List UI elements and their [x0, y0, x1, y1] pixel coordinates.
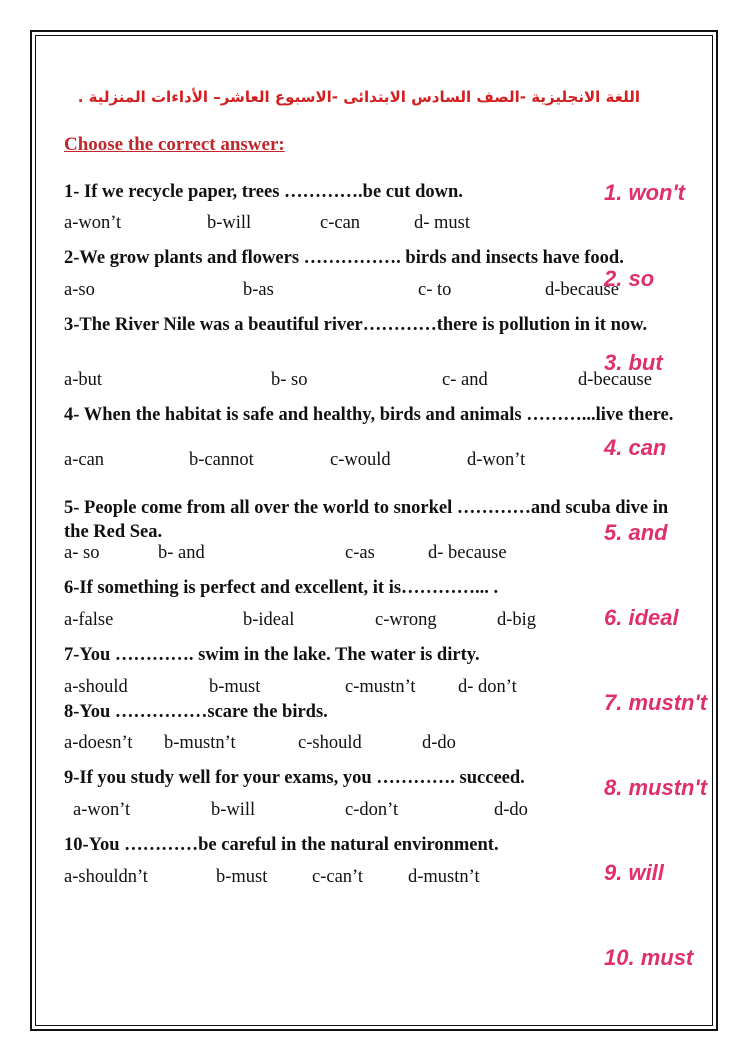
option-c: c-mustn’t: [345, 677, 416, 697]
answer-2: 2. so: [604, 266, 655, 291]
answer-7: 7. mustn't: [604, 690, 708, 715]
option-a: a-doesn’t: [64, 733, 133, 753]
option-a: a-false: [64, 610, 114, 630]
option-a: a-shouldn’t: [64, 867, 148, 887]
option-b: b-as: [243, 280, 274, 300]
option-c: c-don’t: [345, 800, 399, 820]
option-d: d-because: [545, 280, 619, 300]
question-10: 10-You …………be careful in the natural environment.: [64, 835, 499, 855]
option-b: b-will: [211, 800, 256, 820]
option-b: b-will: [207, 213, 252, 233]
option-b: b-cannot: [189, 450, 254, 470]
option-a: a-can: [64, 450, 105, 470]
question-8: 8-You ……………scare the birds.: [64, 702, 328, 722]
option-d: d-do: [422, 733, 456, 753]
option-a: a- so: [64, 543, 100, 563]
answer-5: 5. and: [604, 520, 668, 545]
option-a: a-won’t: [64, 213, 122, 233]
worksheet-title: اللغة الانجليزية -الصف السادس الابتدائى -الاسبوع العاشر– الأداءات المنزلية .: [77, 88, 640, 106]
question-5: 5- People come from all over the world to snorkel …………and scuba dive in the Red Sea.: [64, 498, 669, 542]
question-6: 6-If something is perfect and excellent, it is…………... .: [64, 578, 499, 598]
option-b: b-ideal: [243, 610, 295, 630]
question-7: 7-You …………. swim in the lake. The water is dirty.: [64, 645, 480, 665]
option-b: b-must: [216, 867, 268, 887]
answer-6: 6. ideal: [604, 605, 679, 630]
options-1: [0, 213, 750, 235]
option-a: a-so: [64, 280, 95, 300]
option-b: b-mustn’t: [164, 733, 236, 753]
option-a: a-should: [64, 677, 128, 697]
question-2: 2-We grow plants and flowers ……………. birds and insects have food.: [64, 248, 624, 268]
options-5: [0, 543, 750, 565]
option-c: c-should: [298, 733, 362, 753]
options-8: [0, 733, 750, 755]
question-9: 9-If you study well for your exams, you …………. succeed.: [64, 768, 525, 788]
question-4: 4- When the habitat is safe and healthy, birds and animals ………...live there.: [64, 405, 674, 425]
option-c: c-can’t: [312, 867, 364, 887]
question-3: 3-The River Nile was a beautiful river…………there is pollution in it now.: [64, 315, 648, 335]
answer-3: 3. but: [604, 350, 663, 375]
option-c: c-as: [345, 543, 375, 563]
option-d: d- because: [428, 543, 507, 563]
answer-8: 8. mustn't: [604, 775, 708, 800]
option-d: d-mustn’t: [408, 867, 480, 887]
option-a: a-but: [64, 370, 103, 390]
option-d: d-big: [497, 610, 537, 630]
option-c: c- and: [442, 370, 488, 390]
option-c: c- to: [418, 280, 452, 300]
option-b: b- so: [271, 370, 308, 390]
option-d: d- must: [414, 213, 471, 233]
question-1: 1- If we recycle paper, trees ………….be cut down.: [64, 182, 463, 202]
option-b: b-must: [209, 677, 261, 697]
option-d: d-because: [578, 370, 652, 390]
option-a: a-won’t: [73, 800, 131, 820]
options-9: [0, 800, 750, 822]
answer-9: 9. will: [604, 860, 664, 885]
option-d: d-do: [494, 800, 528, 820]
option-d: d- don’t: [458, 677, 517, 697]
option-c: c-would: [330, 450, 391, 470]
option-b: b- and: [158, 543, 205, 563]
option-d: d-won’t: [467, 450, 526, 470]
option-c: c-can: [320, 213, 361, 233]
answer-1: 1. won't: [604, 180, 686, 205]
option-c: c-wrong: [375, 610, 437, 630]
answer-4: 4. can: [604, 435, 667, 460]
instruction-heading: Choose the correct answer:: [64, 134, 285, 155]
answer-10: 10. must: [604, 945, 694, 970]
